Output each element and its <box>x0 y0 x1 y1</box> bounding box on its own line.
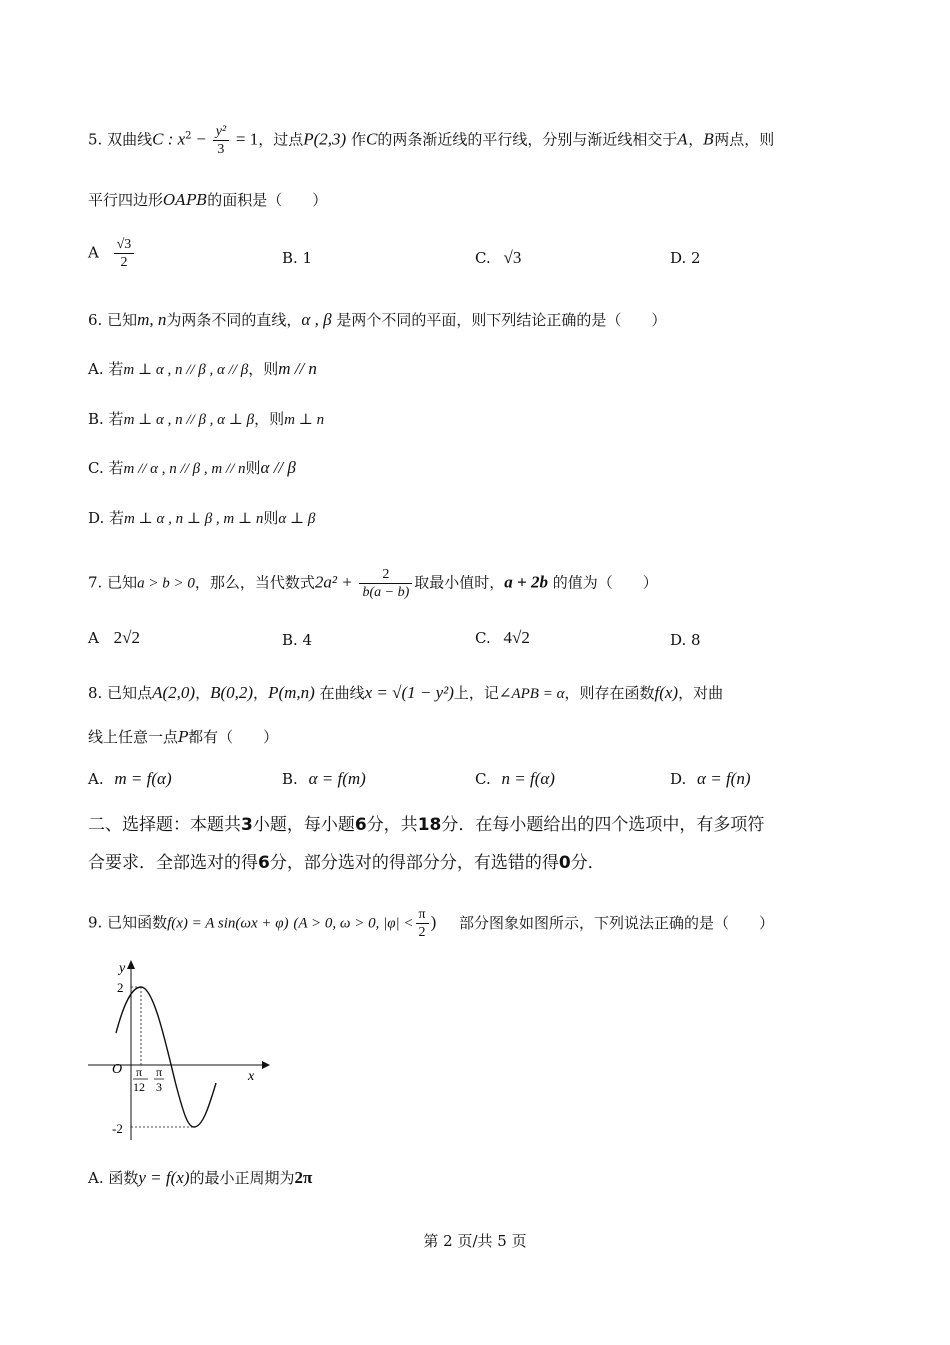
q7-stem: 7. 已知a > b > 0，那么，当代数式2a² + $\frac{2}{b(a - b)}$ 取最小值时，a + 2b 的值为（ ） <box>88 567 658 600</box>
q6-option-c[interactable]: C. 若m // α , n // β , m // n则α // β <box>88 458 296 477</box>
tick-pi12-num: π <box>136 1065 143 1079</box>
tick-pi3-num: π <box>156 1065 163 1079</box>
q8-option-a[interactable]: A. m = f(α) <box>88 769 172 788</box>
origin-label: O <box>112 1062 123 1077</box>
section2-heading-line2: 合要求．全部选对的得6分，部分选对的得部分分，有选错的得0分． <box>88 853 605 873</box>
q5-line1: 5. 双曲线C : $x^2$ − $\frac{\text{y²}}{3}$ = 1，过点P(2,3) 作C的两条渐近线的平行线，分别与渐近线相交于A，B两点，则 <box>88 124 775 157</box>
q8-line2: 线上任意一点P都有（ ） <box>88 728 279 746</box>
y-axis-arrow-icon <box>127 960 135 969</box>
q8-line1: 8. 已知点A(2,0)，B(0,2)，P(m,n) 在曲线x = √(1 − y²)上，记∠APB = α，则存在函数f(x)，对曲 <box>88 683 724 702</box>
q6-option-d[interactable]: D. 若m ⊥ α , n ⊥ β , m ⊥ n则α ⊥ β <box>88 509 316 527</box>
q8-option-b[interactable]: B. α = f(m) <box>282 769 366 788</box>
q7-option-d[interactable]: D. 8 <box>670 631 701 649</box>
page-footer: 第 2 页/共 5 页 <box>423 1232 527 1250</box>
q5-option-b[interactable]: B. 1 <box>282 249 313 267</box>
q9-sine-graph <box>86 955 286 1145</box>
q5-option-a[interactable]: A $\frac{√3}{2}$ <box>88 236 136 271</box>
q7-fraction: $\frac{2}{b(a - b)}$ <box>359 566 412 601</box>
q5-line2: 平行四边形OAPB的面积是（ ） <box>88 191 328 209</box>
q6-option-b[interactable]: B. 若m ⊥ α , n // β , α ⊥ β，则m ⊥ n <box>88 410 325 428</box>
y-axis-label: y <box>119 961 126 976</box>
q8-option-c[interactable]: C. n = f(α) <box>475 769 555 788</box>
x-axis-arrow-icon <box>262 1061 270 1069</box>
q9-option-a[interactable]: A. 函数y = f(x)的最小正周期为2π <box>88 1168 313 1187</box>
q7-option-c[interactable]: C. 4√2 <box>475 628 530 647</box>
q7-option-b[interactable]: B. 4 <box>282 631 313 649</box>
q6-stem: 6. 已知m, n为两条不同的直线，α , β 是两个不同的平面，则下列结论正确的是（ ） <box>88 310 667 329</box>
q7-option-a[interactable]: A 2√2 <box>88 628 140 647</box>
q9-stem: 9. 已知函数f(x) = A sin(ωx + φ) (A > 0, ω > 0, |φ| < $\frac{\pi}{2}$ ) 部分图象如图所示，下列说法正确的是（ ） <box>88 907 775 940</box>
q5-option-c[interactable]: C. √3 <box>475 248 522 267</box>
x-axis-label: x <box>248 1069 255 1084</box>
tick-pi12-den: 12 <box>133 1080 145 1094</box>
q5-fraction: $\frac{\text{y²}}{3}$ <box>213 123 229 158</box>
max-value-label: 2 <box>117 980 124 995</box>
section2-heading-line1: 二、选择题：本题共3小题，每小题6分，共18分．在每小题给出的四个选项中，有多项符 <box>88 815 765 835</box>
q5-option-d[interactable]: D. 2 <box>670 249 701 267</box>
tick-pi3-den: 3 <box>156 1080 162 1094</box>
q6-option-a[interactable]: A. 若m ⊥ α , n // β , α // β，则m // n <box>88 359 317 378</box>
q8-option-d[interactable]: D. α = f(n) <box>670 769 751 788</box>
min-value-label: -2 <box>112 1121 123 1136</box>
